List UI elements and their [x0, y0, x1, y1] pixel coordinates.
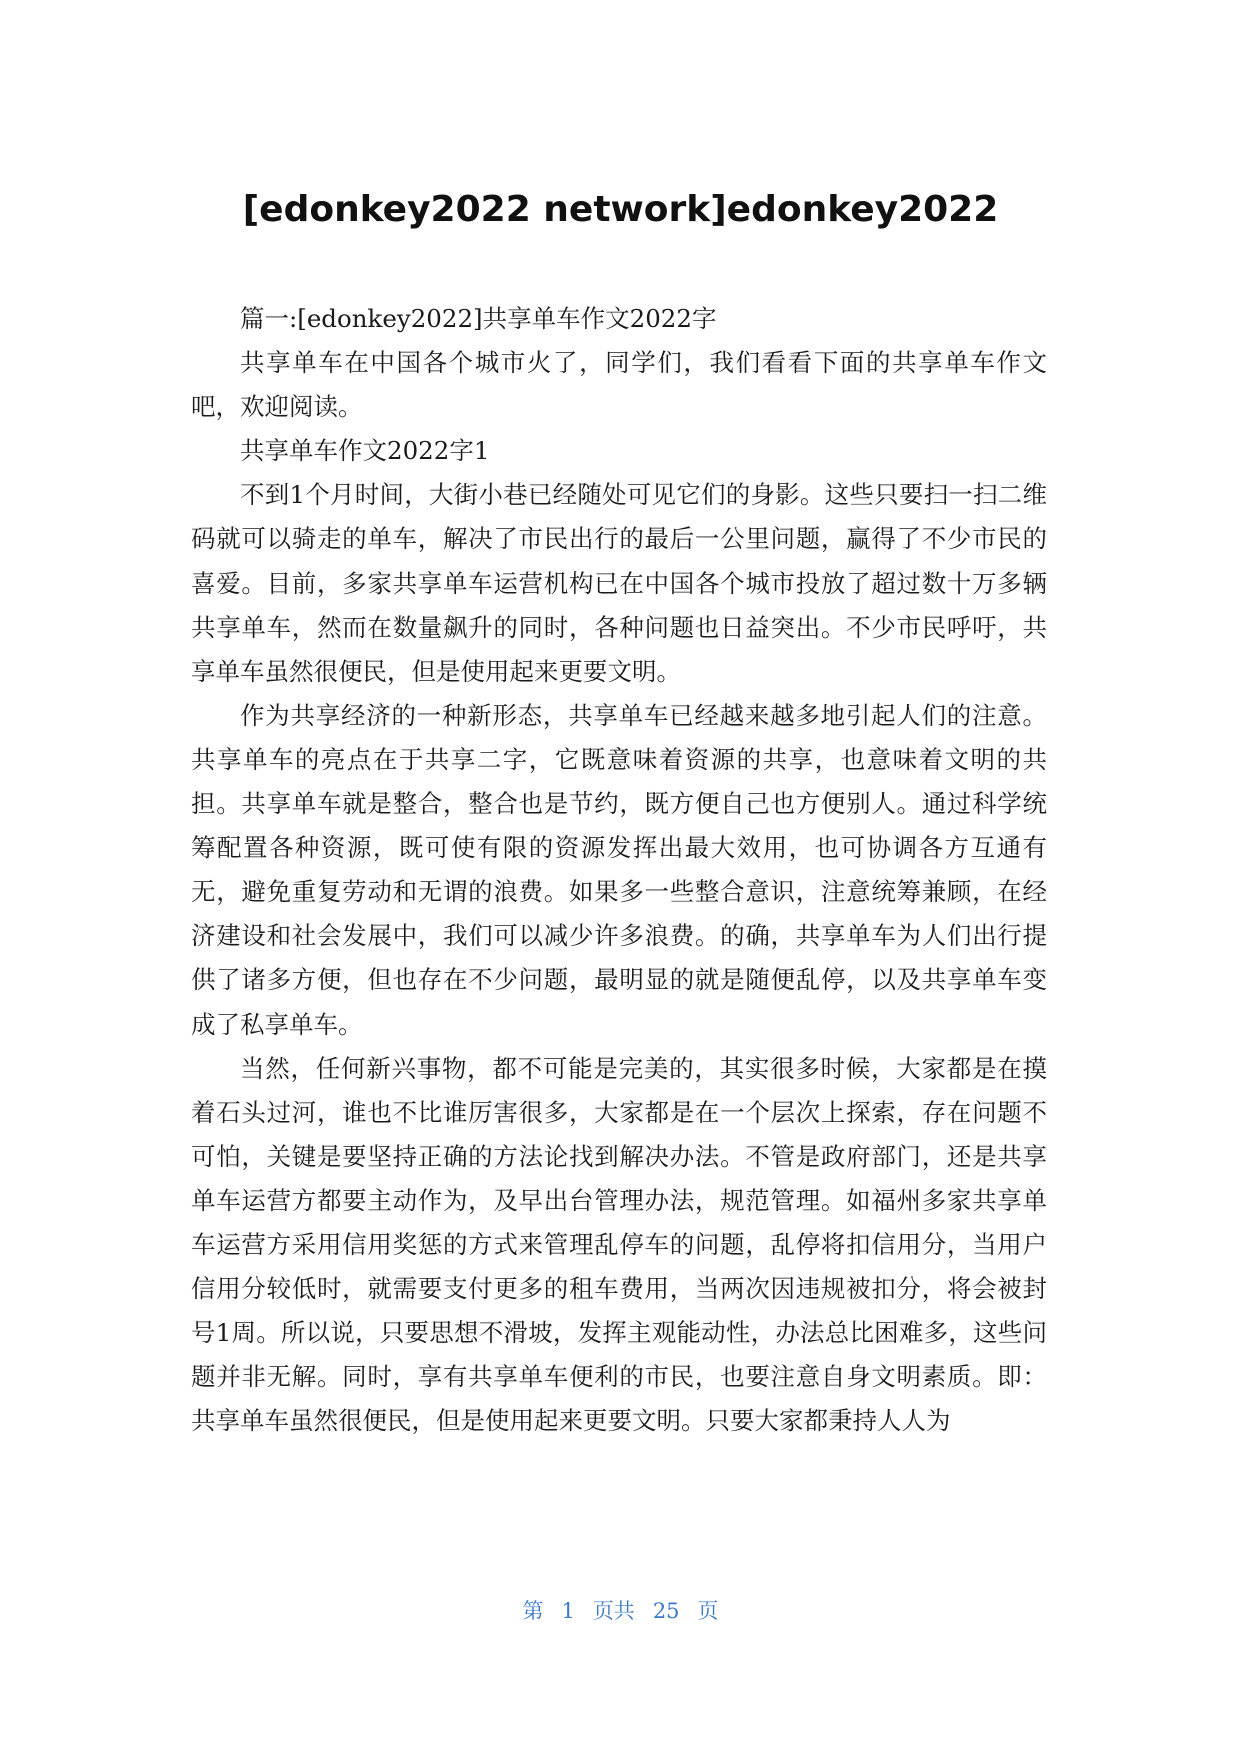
- paragraph: 不到1个月时间，大街小巷已经随处可见它们的身影。这些只要扫一扫二维码就可以骑走的单车，解决了市民出行的最后一公里问题，赢得了不少市民的喜爱。目前，多家共享单车运营机构已在中国各个城市投放了超过数十万多辆共享单车，然而在数量飙升的同时，各种问题也日益突出。不少市民呼吁，共享单车虽然很便民，但是使用起来更要文明。: [191, 480, 1047, 686]
- footer-label-end: 页: [697, 1599, 719, 1623]
- document-body: [191, 297, 1047, 1443]
- document-title: [edonkey2022 network]edonkey2022: [242, 189, 999, 230]
- page-footer: [0, 1596, 1241, 1626]
- paragraph: 共享单车作文2022字1: [240, 436, 490, 466]
- footer-label-page: 第: [522, 1599, 544, 1623]
- paragraph: 当然，任何新兴事物，都不可能是完美的，其实很多时候，大家都是在摸着石头过河，谁也不比谁厉害很多，大家都是在一个层次上探索，存在问题不可怕，关键是要坚持正确的方法论找到解决办法。不管是政府部门，还是共享单车运营方都要主动作为，及早出台管理办法，规范管理。如福州多家共享单车运营方采用信用奖惩的方式来管理乱停车的问题，乱停将扣信用分，当用户信用分较低时，就需要支付更多的租车费用，当两次因违规被扣分，将会被封号1周。所以说，只要思想不滑坡，发挥主观能动性，办法总比困难多，这些问题并非无解。同时，享有共享单车便利的市民，也要注意自身文明素质。即：共享单车虽然很便民，但是使用起来更要文明。只要大家都秉持人人为: [191, 1053, 1047, 1436]
- paragraph: 篇一:[edonkey2022]共享单车作文2022字: [240, 304, 717, 333]
- footer-current-page: 1: [561, 1599, 575, 1623]
- paragraph: 作为共享经济的一种新形态，共享单车已经越来越多地引起人们的注意。共享单车的亮点在于共享二字，它既意味着资源的共享，也意味着文明的共担。共享单车就是整合，整合也是节约，既方便自己也方便别人。通过科学统筹配置各种资源，既可使有限的资源发挥出最大效用，也可协调各方互通有无，避免重复劳动和无谓的浪费。如果多一些整合意识，注意统筹兼顾，在经济建设和社会发展中，我们可以减少许多浪费。的确，共享单车为人们出行提供了诸多方便，但也存在不少问题，最明显的就是随便乱停，以及共享单车变成了私享单车。: [191, 700, 1047, 1039]
- paragraph: 共享单车在中国各个城市火了，同学们，我们看看下面的共享单车作文吧，欢迎阅读。: [191, 348, 1047, 422]
- footer-total-pages: 25: [652, 1599, 680, 1623]
- footer-label-page-of: 页共: [592, 1599, 635, 1623]
